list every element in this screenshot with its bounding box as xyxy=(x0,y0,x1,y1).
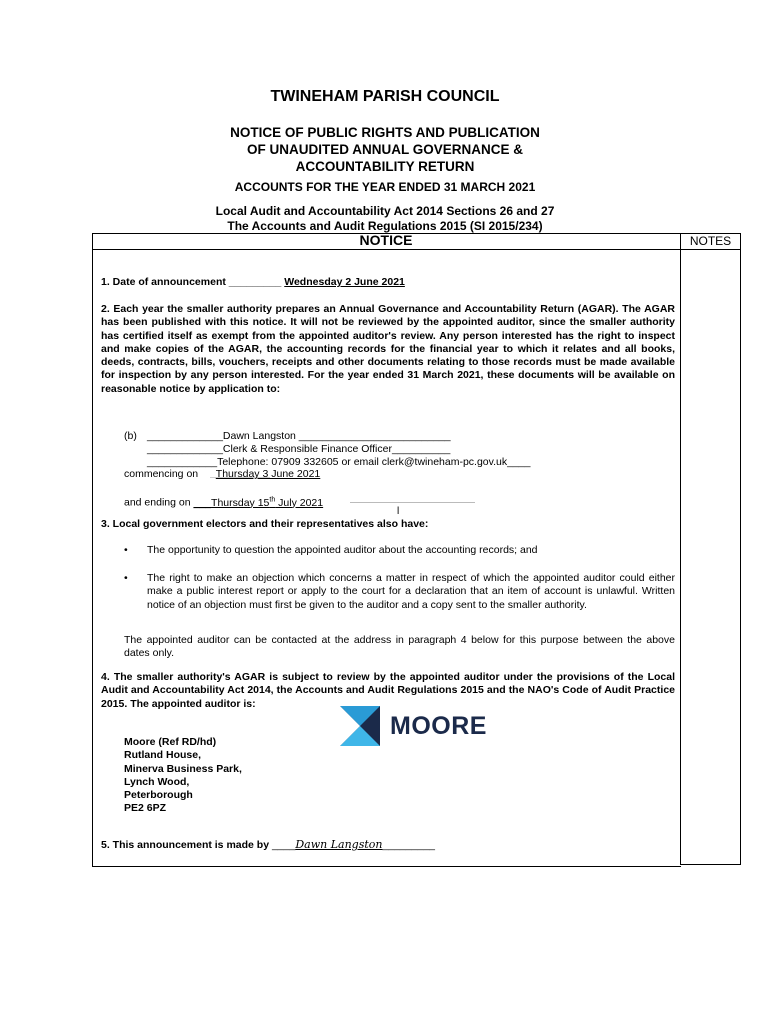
contact-role: _____________Clerk & Responsible Finance Officer__________ xyxy=(147,443,451,455)
contact-details: ____________Telephone: 07909 332605 or email clerk@twineham-pc.gov.uk____ xyxy=(147,456,531,468)
announcement-by-label: 5. This announcement is made by xyxy=(101,839,270,851)
section-1 xyxy=(101,276,405,289)
bullet-1-text: The opportunity to question the appointed auditor about the accounting records; and xyxy=(147,544,538,556)
ending-date-sup: th xyxy=(269,496,276,503)
commencing-label: commencing on xyxy=(124,468,199,480)
council-title: TWINEHAM PARISH COUNCIL xyxy=(270,88,500,105)
ending-date xyxy=(194,497,324,509)
address-line: Lynch Wood, xyxy=(124,775,190,788)
ending-prefix: ___ xyxy=(193,496,212,509)
commencing xyxy=(124,468,320,481)
ending-date-rest: July 2021 xyxy=(275,496,324,509)
address-line: Rutland House, xyxy=(124,749,202,762)
contact-label: (b) xyxy=(124,430,137,442)
address-line: Minerva Business Park, xyxy=(124,762,242,775)
act-heading xyxy=(0,204,770,234)
section-3-heading: 3. Local government electors and their representatives also have: xyxy=(101,518,429,530)
moore-logo-mark-icon xyxy=(340,706,380,746)
notice-heading-line3: ACCOUNTABILITY RETURN xyxy=(295,159,475,174)
bullet-1-marker: • xyxy=(124,544,128,556)
moore-logo-text: MOORE xyxy=(390,712,487,740)
address-line: Peterborough xyxy=(124,789,193,802)
accounts-heading: ACCOUNTS FOR THE YEAR ENDED 31 MARCH 2021 xyxy=(234,180,536,194)
signature-suffix: _________ xyxy=(382,839,436,851)
auditor-contact-text: The appointed auditor can be contacted at the address in paragraph 4 below for this purpose between the above dates only. xyxy=(124,634,675,660)
section-2: 2. Each year the smaller authority prepares an Annual Governance and Accountability Return (AGAR). The AGAR has been published with this notice. It will not be reviewed by the appointed auditor, since the smaller authority has certified itself as exempt from the appointed auditor's review. Any person interested has the right to inspect and make copies of the AGAR, the accounting records for the financial year to which it relates and all books, deeds, contracts, bills, vouchers, receipts and other documents relating to those records must be made available for inspection by any person interested. For the year ended 31 March 2021, these documents will be available on reasonable notice by application to: xyxy=(101,303,675,395)
notice-heading-line1: NOTICE OF PUBLIC RIGHTS AND PUBLICATION xyxy=(230,125,540,140)
section-5 xyxy=(101,838,435,852)
bullet-2-text: The right to make an objection which concerns a matter in respect of which the appointed auditor could either make a public interest report or apply to the court for a declaration that an item of account is unlawful. Written notice of an objection must first be given to the auditor and a copy sent to the smaller authority. xyxy=(147,572,675,611)
announcement-date: Wednesday 2 June 2021 xyxy=(284,276,405,288)
address-line: Moore (Ref RD/hd) xyxy=(124,736,217,748)
notes-label: NOTES xyxy=(689,234,732,248)
act-line2: The Accounts and Audit Regulations 2015 (SI 2015/234) xyxy=(227,219,543,233)
address-line: PE2 6PZ xyxy=(124,802,167,815)
notes-divider xyxy=(680,249,741,250)
tick-mark: l xyxy=(397,506,400,517)
commencing-date: Thursday 3 June 2021 xyxy=(215,468,321,480)
ending-label: and ending on xyxy=(124,496,191,509)
notes-column xyxy=(680,233,741,865)
contact-name: _____________Dawn Langston __________________________ xyxy=(147,430,451,442)
signature: Dawn Langston xyxy=(295,838,383,851)
act-line1: Local Audit and Accountability Act 2014 Sections 26 and 27 xyxy=(215,204,555,218)
ending-date-day: Thursday 15 xyxy=(211,496,270,509)
notice-heading-line2: OF UNAUDITED ANNUAL GOVERNANCE & xyxy=(246,142,523,157)
notice-title: NOTICE xyxy=(359,232,413,248)
bullet-2-marker: • xyxy=(124,572,128,584)
signature-prefix: ____ xyxy=(271,839,296,851)
auditor-address xyxy=(124,736,242,816)
notice-divider xyxy=(92,249,680,250)
notice-heading xyxy=(0,124,770,175)
underline-decor-2 xyxy=(350,502,475,503)
announcement-date-label: 1. Date of announcement _________ xyxy=(101,276,282,288)
ending xyxy=(124,493,323,510)
section-4: 4. The smaller authority's AGAR is subject to review by the appointed auditor under the provisions of the Local Audit and Accountability Act 2014, the Accounts and Audit Regulations 2015 and the NAO's Code of Audit Practice 2015. The appointed auditor is: xyxy=(101,671,675,710)
